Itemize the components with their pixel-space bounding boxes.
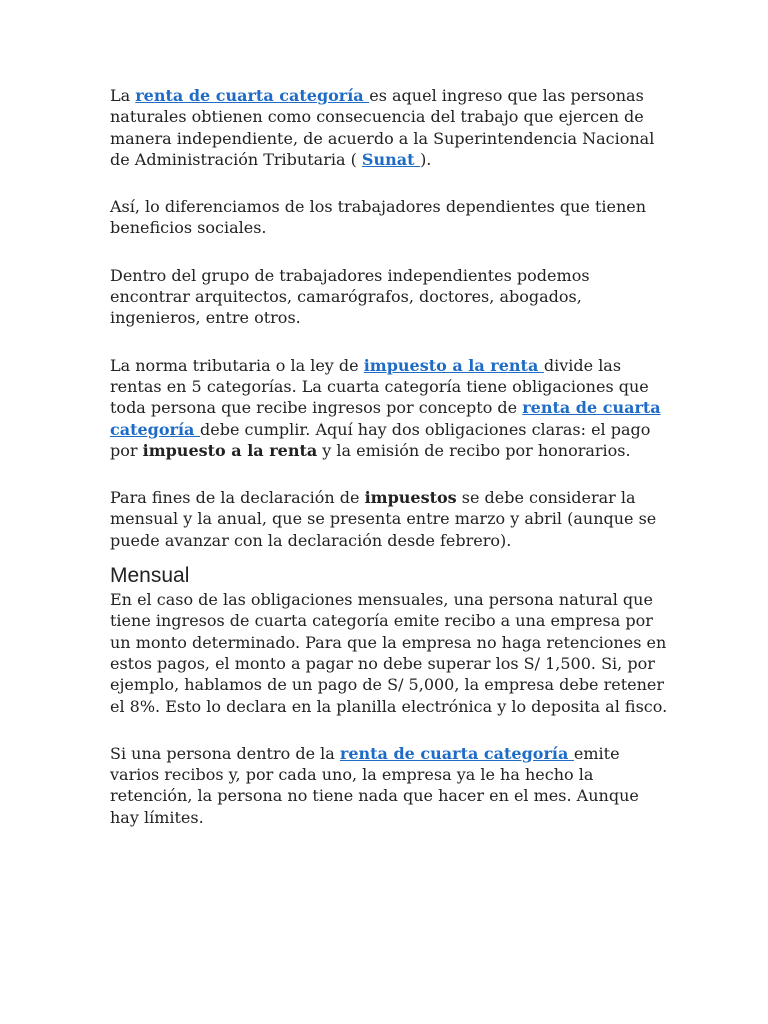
text: y la emisión de recibo por honorarios. (317, 440, 631, 460)
link-renta-cuarta-categoria-2[interactable]: renta de cuarta categoría (110, 398, 661, 439)
text: divide las rentas en 5 categorías. La cuarta categoría tiene obligaciones que toda persona que recibe ingresos por concepto de (110, 355, 649, 418)
link-sunat[interactable]: Sunat (361, 149, 421, 169)
text: debe cumplir. Aquí hay dos obligaciones claras: el pago por (110, 419, 651, 460)
paragraph-trabajadores: Dentro del grupo de trabajadores independientes podemos encontrar arquitectos, camarógrafos, doctores, abogados, ingenieros, entre otros. (110, 265, 590, 328)
link-impuesto-renta[interactable]: impuesto a la renta (363, 355, 544, 375)
text: emite varios recibos y, por cada uno, la empresa ya le ha hecho la retención, la persona no tiene nada que hacer en el mes. Aunque hay límites. (110, 743, 639, 827)
text: La (110, 86, 136, 105)
paragraph-declaracion (110, 487, 670, 551)
heading-mensual: Mensual (110, 564, 190, 588)
link-renta-cuarta-categoria[interactable]: renta de cuarta categoría (135, 86, 370, 105)
paragraph-diferencia: Así, lo diferenciamos de los trabajadores dependientes que tienen beneficios sociales. (110, 197, 647, 238)
text: ). (420, 149, 432, 169)
text: Si una persona dentro de la (110, 743, 340, 763)
paragraph-norma-tributaria (110, 355, 670, 461)
paragraph-intro (110, 85, 670, 170)
paragraph-mensual: En el caso de las obligaciones mensuales, una persona natural que tiene ingresos de cuarta categoría emite recibo a una empresa por un monto determinado. Para que la empresa no haga retenciones en estos pagos, el monto a pagar no debe superar los S/ 1,500. Si, por ejemplo, hablamos de un pago de S/ 5,000, la empresa debe retener el 8%. Esto lo declara en la planilla electrónica y lo deposita al fisco. (110, 590, 668, 716)
text: La norma tributaria o la ley de (110, 355, 364, 375)
text: se debe considerar la mensual y la anual, que se presenta entre marzo y abril (aunque se puede avanzar con la declaración desde febrero). (110, 488, 657, 550)
bold-impuestos: impuestos (364, 488, 457, 508)
text: es aquel ingreso que las personas naturales obtienen como consecuencia del trabajo que ejercen de manera independiente, de acuerdo a la Superintendencia Nacional de Administración Tributaria ( (110, 86, 655, 169)
document-page (110, 85, 670, 854)
link-renta-cuarta-categoria-3[interactable]: renta de cuarta categoría (339, 743, 574, 763)
bold-impuesto-renta: impuesto a la renta (142, 440, 318, 460)
paragraph-recibos (110, 743, 670, 828)
text: Para fines de la declaración de (110, 488, 365, 508)
